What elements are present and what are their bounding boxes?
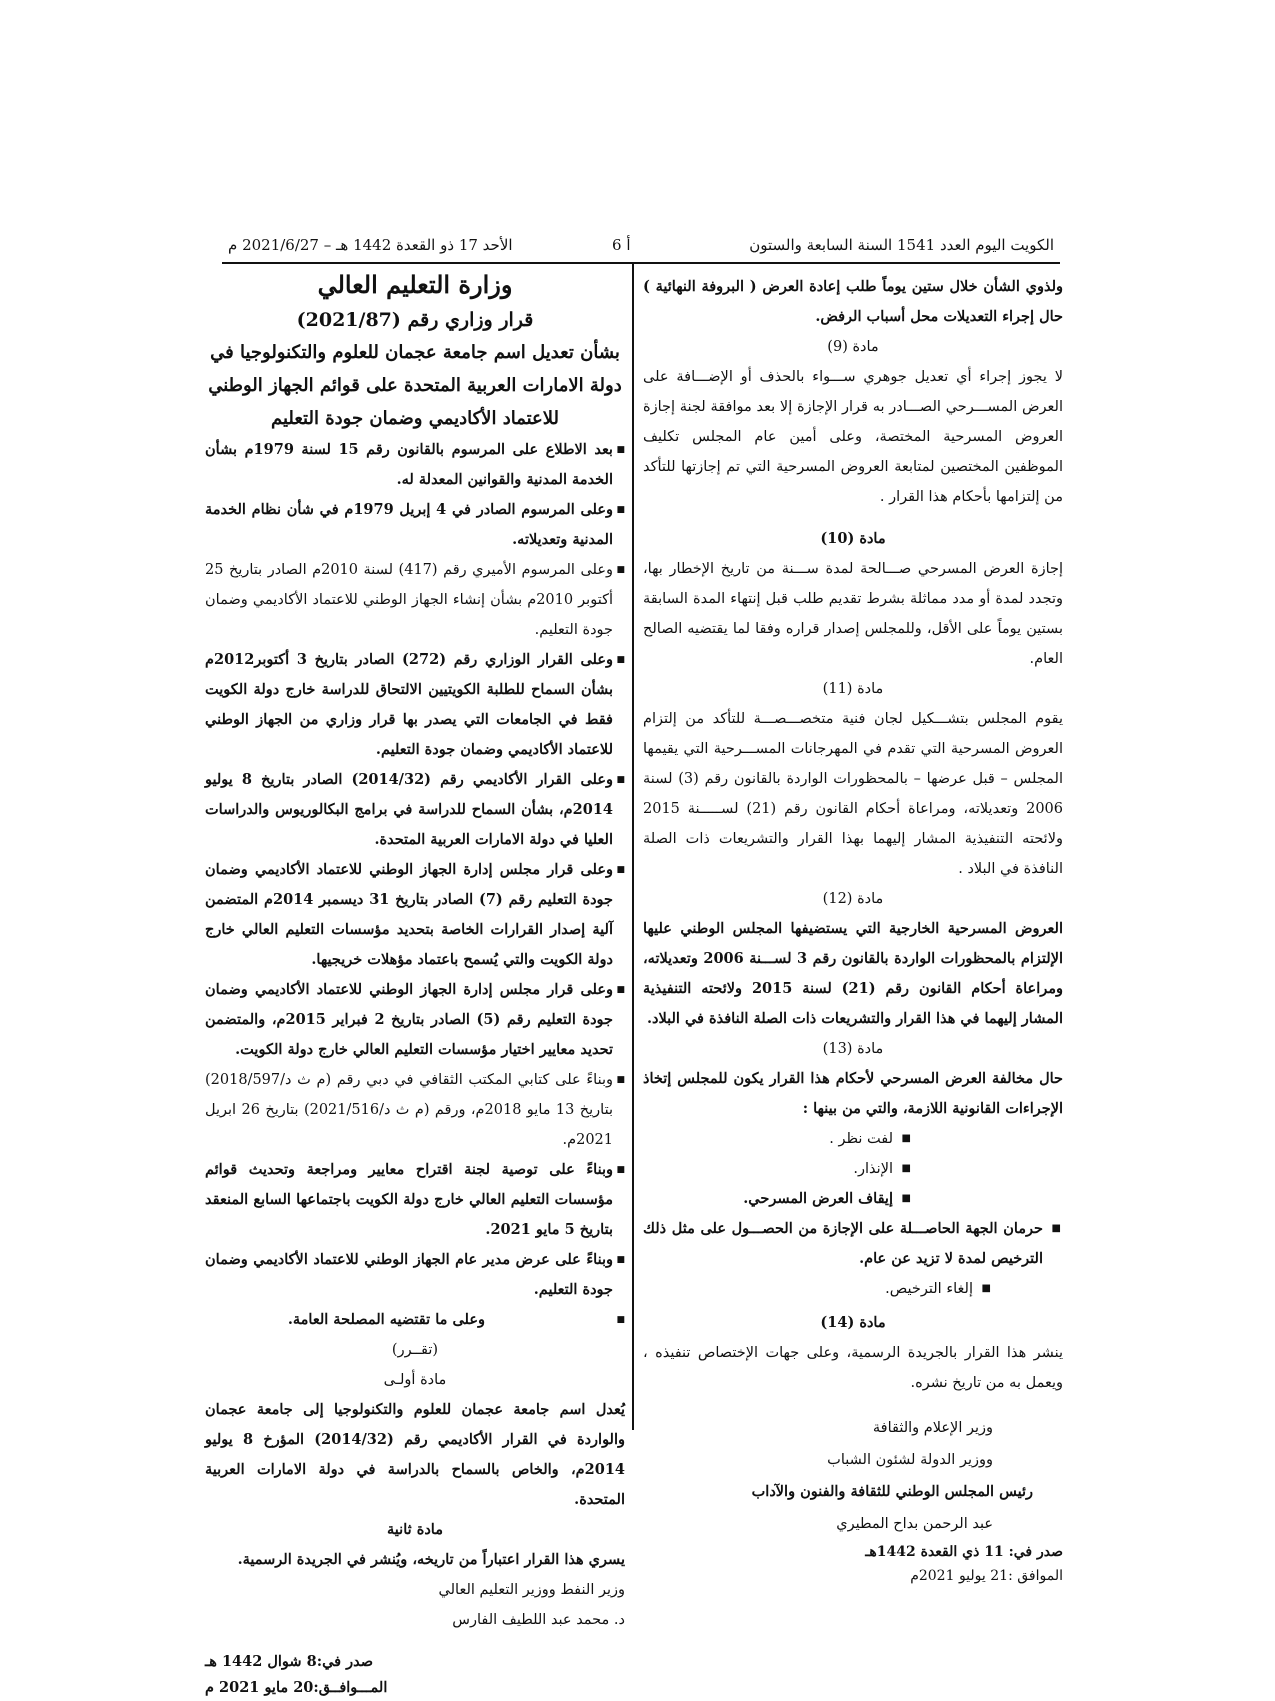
- penalty-list: [643, 1124, 1063, 1214]
- list-item: ■ إيقاف العرض المسرحي.: [643, 1184, 913, 1214]
- preamble-item: ■ وعلى المرسوم الصادر في 4 إبريل 1979م في شأن نظام الخدمة المدنية وتعديلاته.: [205, 495, 625, 555]
- page-number: أ 6: [612, 236, 631, 254]
- article-14-title: مادة (14): [820, 1314, 886, 1331]
- list-item: ■ لفت نظر .: [643, 1124, 913, 1154]
- issue-date: الأحد 17 ذو القعدة 1442 هـ – 2021/6/27 م: [228, 236, 513, 254]
- preamble-item: ■ وعلى قرار مجلس إدارة الجهاز الوطني للاعتماد الأكاديمي وضمان جودة التعليم رقم (5) الصادر بتاريخ 2 فبراير 2015م، والمتضمن تحديد معايير اختيار مؤسسات التعليم العالي خارج دولة الكويت.: [205, 975, 625, 1065]
- article-12-text: العروض المسرحية الخارجية التي يستضيفها المجلس الوطني عليها الإلتزام بالمحظورات الواردة بالقانون رقم 3 لســـنة 2006 وتعديلاته، ومراعاة أحكام القانون رقم (21) لسنة 2015 ولائحته التنفيذية المشار إليهما في هذا القرار والتشريعات ذات الصلة النافذة في البلاد.: [643, 920, 1064, 1027]
- signatory-name: عبد الرحمن بداح المطيري: [836, 1516, 993, 1532]
- article-11-title: مادة (11): [822, 681, 884, 697]
- column-divider: [632, 262, 634, 1430]
- article-14-text: ينشر هذا القرار بالجريدة الرسمية، وعلى جهات الإختصاص تنفيذه ، ويعمل به من تاريخ نشره.: [643, 1345, 1063, 1391]
- preamble-item: ■ وعلى قرار مجلس إدارة الجهاز الوطني للاعتماد الأكاديمي وضمان جودة التعليم رقم (7) الصادر بتاريخ 31 ديسمبر 2014م المتضمن آلية إصدار القرارات الخاصة بتحديد مؤسسات التعليم العالي خارج دولة الكويت والتي يُسمح باعتماد مؤهلات خريجيها.: [205, 855, 625, 975]
- article-first-title: مادة أولـى: [383, 1372, 447, 1388]
- article-11-text: يقوم المجلس بتشـــكيل لجان فنية متخصـــصـــة للتأكد من إلتزام العروض المسرحية التي تقدم في المهرجانات المســـرحية التي يقيمها المجلس – قبل عرضها – بالمحظورات الواردة بالقانون رقم (3) لسنة 2006 وتعديلاته، ومراعاة أحكام القانون رقم (21) لســـــنة 2015 ولائحته التنفيذية المشار إليهما بهذا القرار والتشريعات ذات الصلة النافذة في البلاد .: [643, 711, 1064, 877]
- intro-text: ولذوي الشأن خلال ستين يوماً طلب إعادة العرض ( البروفة النهائية ) حال إجراء التعديلات محل أسباب الرفض.: [643, 278, 1063, 325]
- article-second-text: يسري هذا القرار اعتباراً من تاريخه، ويُنشر في الجريدة الرسمية.: [237, 1551, 625, 1568]
- issued-date-hijri: صدر في: 11 ذي القعدة 1442هـ: [865, 1544, 1063, 1560]
- article-10-text: إجازة العرض المسرحي صـــالحة لمدة ســـنة من تاريخ الإخطار بها، وتجدد لمدة أو مدد مماثلة بشرط تقديم طلب قبل إنتهاء المدة السابقة بستين يوماً على الأقل، وللمجلس إصدار قراره وفقا لما يقتضيه الصالح العام.: [643, 561, 1063, 667]
- article-first-text: يُعدل اسم جامعة عجمان للعلوم والتكنولوجيا إلى جامعة عجمان والواردة في القرار الأكاديمي رقم (2014/32) المؤرخ 8 يوليو 2014م، والخاص بالسماح بالدراسة في دولة الامارات العربية المتحدة.: [205, 1401, 626, 1508]
- article-13-title: مادة (13): [822, 1041, 884, 1057]
- minister-name: د. محمد عبد اللطيف الفارس: [452, 1612, 625, 1628]
- signatory-title-2: ووزير الدولة لشئون الشباب: [827, 1452, 993, 1468]
- signatory-title-3: رئيس المجلس الوطني للثقافة والفنون والآداب: [751, 1483, 1033, 1500]
- page-header: [222, 226, 1060, 264]
- preamble-item: ■ وبناءً على توصية لجنة اقتراح معايير ومراجعة وتحديث قوائم مؤسسات التعليم العالي خارج دولة الكويت باجتماعها السابع المنعقد بتاريخ 5 مايو 2021.: [205, 1155, 625, 1245]
- list-item: ■ إلغاء الترخيص.: [643, 1274, 993, 1304]
- right-column: [643, 272, 1063, 1588]
- article-9-title: مادة (9): [827, 339, 879, 355]
- article-13-text: حال مخالفة العرض المسرحي لأحكام هذا القرار يكون للمجلس إتخاذ الإجراءات القانونية اللازمة، والتي من بينها :: [643, 1070, 1063, 1117]
- preamble-item: ■ وبناءً على كتابي المكتب الثقافي في دبي رقم (م ث د/2018/597) بتاريخ 13 مايو 2018م، ورقم (م ث د/2021/516) بتاريخ 26 ابريل 2021م.: [205, 1065, 625, 1155]
- article-12-title: مادة (12): [822, 891, 884, 907]
- gazette-issue: الكويت اليوم العدد 1541 السنة السابعة والستون: [749, 236, 1054, 254]
- list-item: ■ حرمان الجهة الحاصـــلة على الإجازة من الحصـــول على مثل ذلك الترخيص لمدة لا تزيد عن عام.: [643, 1214, 1063, 1274]
- decision-number: قرار وزاري رقم (2021/87): [296, 309, 534, 331]
- preamble-item: ■ وعلى القرار الأكاديمي رقم (2014/32) الصادر بتاريخ 8 يوليو 2014م، بشأن السماح للدراسة في برامج البكالوريوس والدراسات العليا في دولة الامارات العربية المتحدة.: [205, 765, 625, 855]
- issued-date-gregorian: الموافق :21 يوليو 2021م: [910, 1568, 1063, 1584]
- preamble-list: [205, 435, 625, 1335]
- penalty-list-cont: [643, 1214, 1063, 1274]
- minister-title: وزير النفط ووزير التعليم العالي: [438, 1582, 625, 1598]
- preamble-item: ■ وعلى المرسوم الأميري رقم (417) لسنة 2010م الصادر بتاريخ 25 أكتوبر 2010م بشأن إنشاء الجهاز الوطني للاعتماد الأكاديمي وضمان جودة التعليم.: [205, 555, 625, 645]
- decision-subject: بشأن تعديل اسم جامعة عجمان للعلوم والتكنولوجيا في دولة الامارات العربية المتحدة على قوائم الجهاز الوطني للاعتماد الأكاديمي وضمان جودة التعليم: [208, 342, 622, 429]
- penalty-list-end: [643, 1274, 1063, 1304]
- article-9-text: لا يجوز إجراء أي تعديل جوهري ســـواء بالحذف أو الإضـــافة على العرض المســـرحي الصـــادر به قرار الإجازة إلا بعد موافقة لجنة إجازة العروض المسرحية المختصة، وعلى أمين عام المجلس تكليف الموظفين المختصين لمتابعة العروض المسرحية التي تم إجازتها للتأكد من إلتزامها بأحكام هذا القرار .: [643, 369, 1063, 505]
- list-item: ■ الإنذار.: [643, 1154, 913, 1184]
- signatory-title-1: وزير الإعلام والثقافة: [872, 1420, 993, 1436]
- article-10-title: مادة (10): [820, 530, 886, 547]
- preamble-item: ■ وبناءً على عرض مدير عام الجهاز الوطني للاعتماد الأكاديمي وضمان جودة التعليم.: [205, 1245, 625, 1305]
- preamble-item: ■ وعلى ما تقتضيه المصلحة العامة.: [205, 1305, 625, 1335]
- left-column: [205, 266, 625, 1701]
- issued-date-hijri-left: صدر في:8 شوال 1442 هـ: [205, 1653, 374, 1670]
- issued-date-gregorian-left: المـــوافــق:20 مايو 2021 م: [205, 1679, 388, 1696]
- decides-heading: (تقــرر): [391, 1342, 439, 1358]
- article-second-title: مادة ثانية: [387, 1521, 443, 1538]
- preamble-item: ■ بعد الاطلاع على المرسوم بالقانون رقم 15 لسنة 1979م بشأن الخدمة المدنية والقوانين المعدلة له.: [205, 435, 625, 495]
- preamble-item: ■ وعلى القرار الوزاري رقم (272) الصادر بتاريخ 3 أكتوبر2012م بشأن السماح للطلبة الكويتيين الالتحاق للدراسة خارج دولة الكويت فقط في الجامعات التي يصدر بها قرار وزاري من الجهاز الوطني للاعتماد الأكاديمي وضمان جودة التعليم.: [205, 645, 625, 765]
- ministry-title: وزارة التعليم العالي: [317, 270, 513, 299]
